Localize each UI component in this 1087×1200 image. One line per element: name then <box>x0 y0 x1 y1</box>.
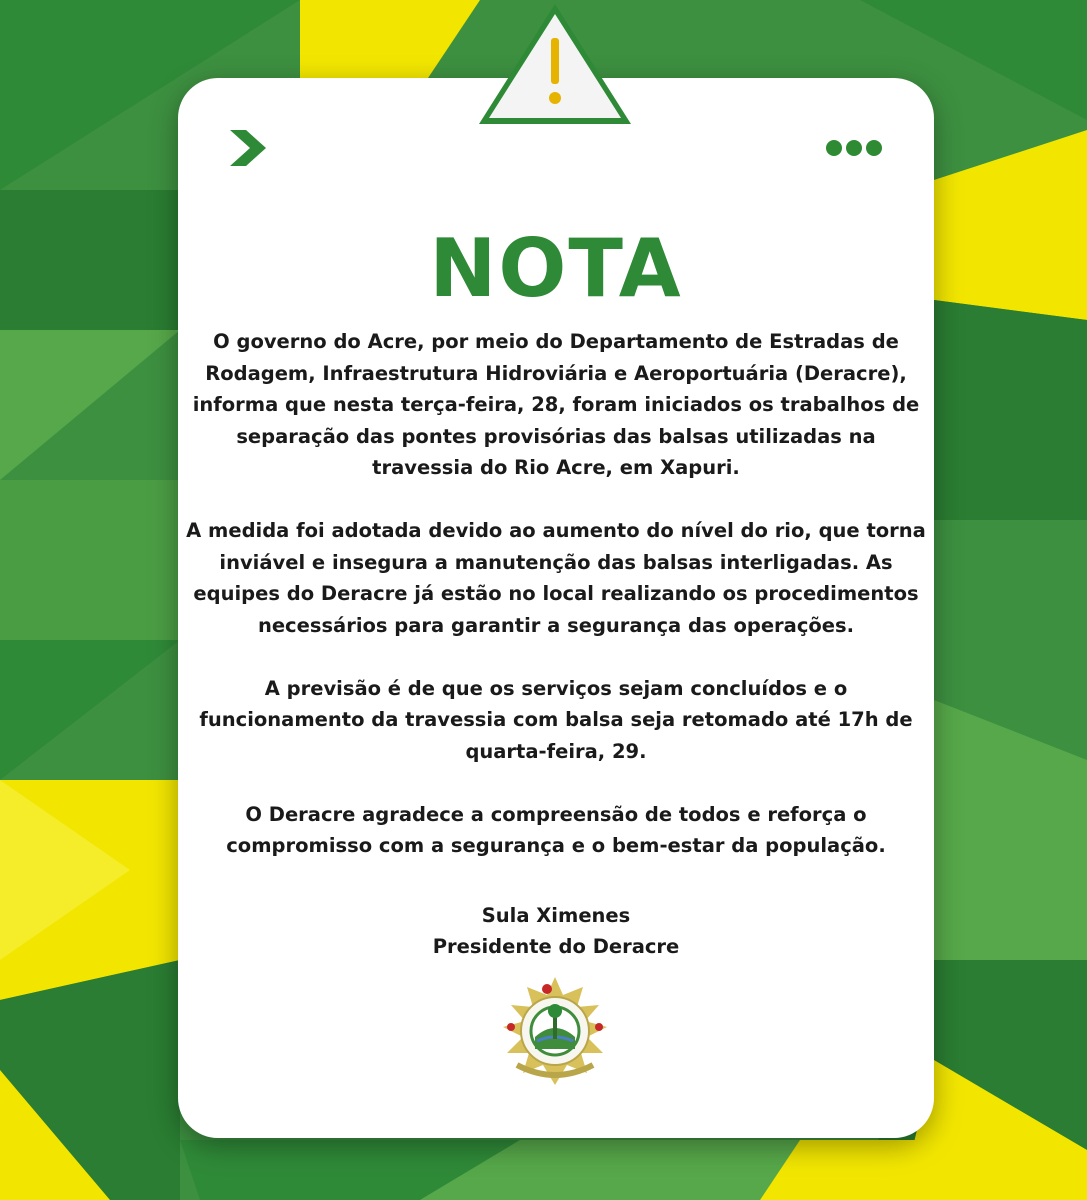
chevron-right-icon <box>226 128 268 168</box>
signature-role: Presidente do Deracre <box>432 935 680 958</box>
paragraph-3: A previsão é de que os serviços sejam concluídos e o funcionamento da travessia com balsa seja retomado até 17h de quarta-feira, 29. <box>199 676 913 763</box>
signature <box>178 900 934 962</box>
warning-triangle-icon <box>475 0 635 130</box>
dot <box>846 140 862 156</box>
note-title: NOTA <box>429 222 683 315</box>
signature-name: Sula Ximenes <box>481 904 631 927</box>
dot <box>826 140 842 156</box>
dot <box>866 140 882 156</box>
paragraph-1: O governo do Acre, por meio do Departamento de Estradas de Rodagem, Infraestrutura Hidroviária e Aeroportuária (Deracre), informa que nesta terça-feira, 28, foram iniciados os trabalhos de separação das pontes provisórias das balsas utilizadas na travessia do Rio Acre, em Xapuri. <box>192 330 920 479</box>
more-dots-icon <box>826 140 882 160</box>
paragraph-4: O Deracre agradece a compreensão de todos e reforça o compromisso com a segurança e o bem-estar da população. <box>226 802 886 857</box>
paragraph-2: A medida foi adotada devido ao aumento do nível do rio, que torna inviável e insegura a manutenção das balsas interligadas. As equipes do Deracre já estão no local realizando os procedimentos necessários para garantir a segurança das operações. <box>186 519 926 637</box>
note-body <box>186 326 926 893</box>
acre-coat-of-arms-icon <box>487 975 623 1091</box>
